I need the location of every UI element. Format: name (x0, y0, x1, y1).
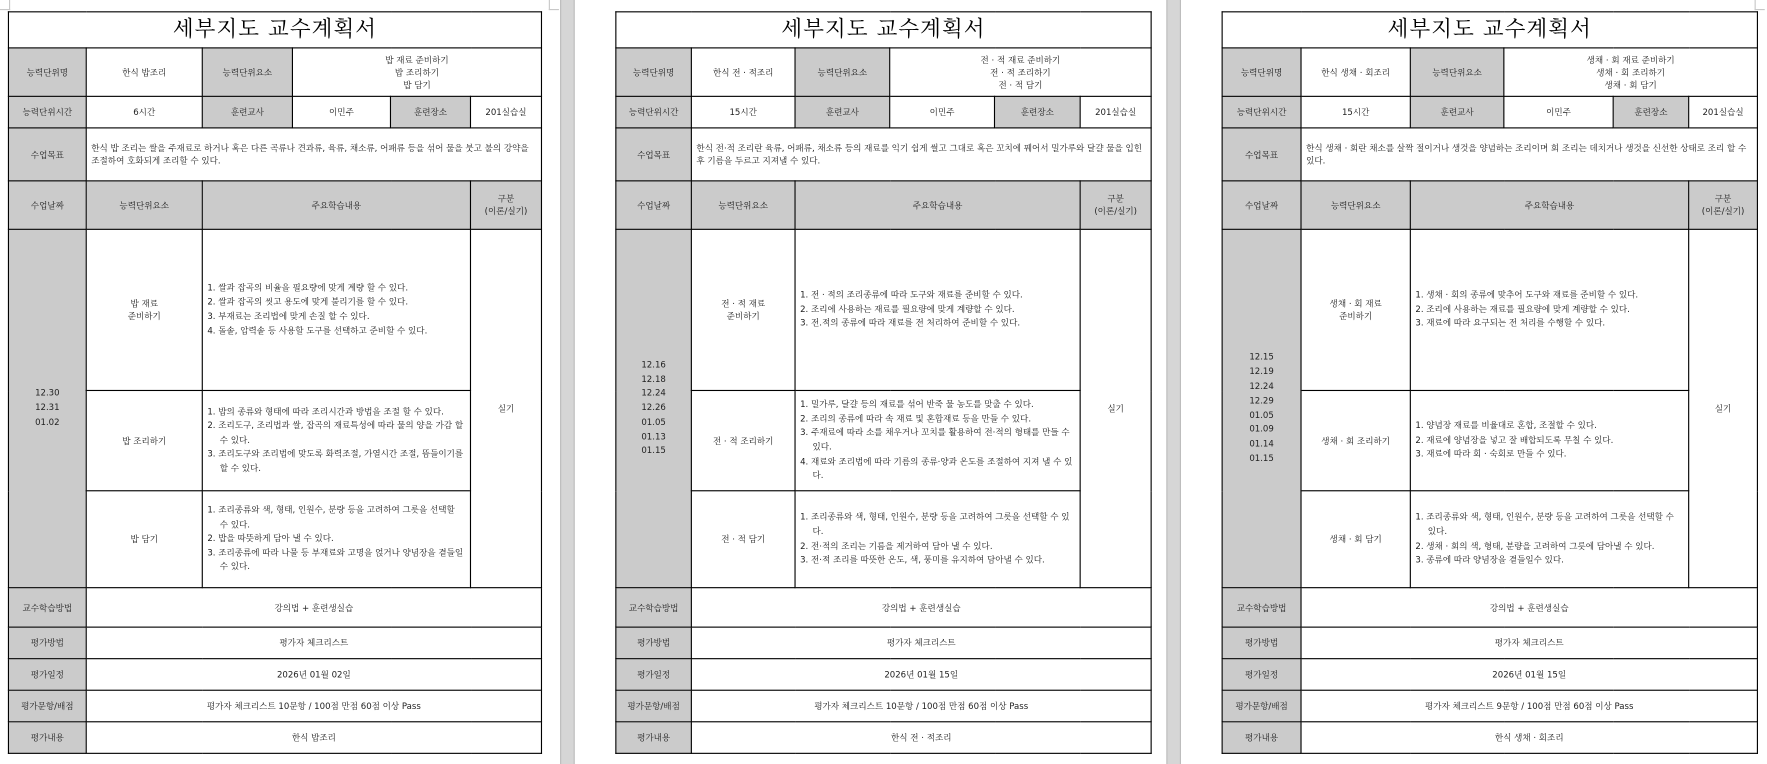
eval-method-label: 평가방법 (8, 627, 86, 659)
unit-element-item: 밥 담기 (403, 79, 431, 90)
table-row (1222, 722, 1757, 754)
lesson-dates (616, 229, 692, 587)
table-row (8, 128, 541, 181)
unit-name-label: 능력단위명 (616, 48, 692, 96)
content-header: 주요학습내용 (1410, 181, 1688, 229)
unit-element-label: 능력단위요소 (202, 48, 292, 96)
learning-content-list (800, 289, 1075, 332)
table-row (8, 588, 541, 627)
page-corner-mark (0, 0, 10, 10)
goal-value: 한식 생채 · 회란 채소를 살짝 절이거나 생것을 양념하는 조리이며 회 조리는 데치거나 생것을 신선한 상태로 조리 할 수 있다. (1301, 128, 1757, 181)
lesson-date: 01.09 (1249, 424, 1274, 435)
unit-name-label: 능력단위명 (1222, 48, 1301, 96)
table-row (1222, 390, 1757, 490)
method-value: 강의법 + 훈련생실습 (86, 588, 541, 627)
learning-content-list (207, 282, 465, 339)
eval-method-value: 평가자 체크리스트 (691, 627, 1151, 659)
learning-content-item: 1. 조리종류와 색, 형태, 인원수, 분량 등을 고려하여 그릇을 선택할 수 있다. (1415, 511, 1674, 537)
learning-content-item: 2. 전·적의 조리는 기름을 제거하여 담아 낼 수 있다. (800, 540, 993, 551)
eval-items-label: 평가문항/배점 (1222, 690, 1301, 722)
table-row (616, 96, 1151, 128)
learning-content-item: 3. 조리종류에 따라 나물 등 부재료와 고명을 얹거나 양념장을 곁들일 수 있다. (207, 547, 464, 572)
learning-content (795, 229, 1080, 390)
learning-content-list (207, 405, 465, 476)
unit-elements-value (890, 48, 1151, 96)
unit-element-item: 밥 조리하기 (394, 67, 439, 78)
table-row (1222, 491, 1757, 588)
lesson-date: 01.13 (641, 431, 666, 442)
table-row (616, 491, 1151, 588)
lesson-date: 01.15 (641, 445, 666, 456)
teacher-value: 이민주 (292, 96, 390, 128)
element-header: 능력단위요소 (86, 181, 202, 229)
lesson-plan-table (1222, 11, 1758, 754)
lesson-plan-page (1222, 11, 1757, 754)
learning-content-item: 1. 밥의 종류와 형태에 따라 조리시간과 방법을 조절 할 수 있다. (207, 406, 444, 417)
element-header: 능력단위요소 (1301, 181, 1410, 229)
teacher-value: 이민주 (1504, 96, 1613, 128)
page-corner-mark (549, 0, 559, 10)
place-label: 훈련장소 (994, 96, 1080, 128)
place-value: 201실습실 (1689, 96, 1758, 128)
content-header: 주요학습내용 (202, 181, 470, 229)
element-name: 생채 · 회 재료 준비하기 (1301, 229, 1410, 390)
learning-content-item: 3. 부재료는 조리법에 맞게 손질 할 수 있다. (207, 311, 370, 322)
date-header: 수업날짜 (8, 181, 86, 229)
lesson-type: 실기 (1689, 229, 1758, 587)
learning-content-list (1415, 289, 1683, 332)
eval-schedule-label: 평가일정 (8, 659, 86, 691)
lesson-type: 실기 (470, 229, 541, 587)
learning-content-item: 1. 조리종류와 색, 형태, 인원수, 분량 등을 고려하여 그릇을 선택할 수 있다. (207, 504, 455, 530)
type-header: 구분 (이론/실기) (1080, 181, 1151, 229)
unit-element-item: 밥 재료 준비하기 (385, 54, 449, 65)
learning-content (202, 390, 470, 490)
learning-content-list (800, 511, 1075, 568)
unit-elements-value (1504, 48, 1758, 96)
element-name: 밥 재료 준비하기 (86, 229, 202, 390)
table-row (1222, 588, 1757, 627)
unit-element-item: 생채 · 회 재료 준비하기 (1586, 54, 1675, 65)
learning-content (1410, 390, 1688, 490)
eval-content-label: 평가내용 (8, 722, 86, 754)
teacher-label: 훈련교사 (202, 96, 292, 128)
lesson-date: 12.24 (641, 387, 666, 399)
element-name: 생채 · 회 조리하기 (1301, 390, 1410, 490)
unit-name-value: 한식 생채 · 회조리 (1301, 48, 1410, 96)
table-row (1222, 690, 1757, 722)
table-row (8, 181, 541, 229)
place-value: 201실습실 (1080, 96, 1151, 128)
method-label: 교수학습방법 (1222, 588, 1301, 627)
unit-elements-value (292, 48, 541, 96)
learning-content (795, 390, 1080, 490)
place-value: 201실습실 (470, 96, 541, 128)
type-header: 구분 (이론/실기) (470, 181, 541, 229)
lesson-date: 12.15 (1249, 351, 1274, 363)
learning-content-item: 2. 조리도구, 조리법과 쌀, 잡곡의 재료특성에 따라 물의 양을 가감 할 수 있다. (207, 420, 464, 445)
lesson-date: 01.05 (1249, 409, 1274, 420)
learning-content-item: 3. 전·적 조리를 따뜻한 온도, 색, 풍미를 유지하여 담아낼 수 있다. (800, 554, 1045, 565)
unit-element-item: 전 · 적 담기 (998, 79, 1043, 90)
unit-element-item: 생채 · 회 담기 (1604, 79, 1657, 90)
unit-hours-value: 15시간 (691, 96, 795, 128)
unit-hours-value: 15시간 (1301, 96, 1410, 128)
lesson-date: 01.05 (641, 416, 666, 427)
lesson-date: 12.30 (35, 387, 60, 399)
eval-method-label: 평가방법 (616, 627, 692, 659)
learning-content (1410, 491, 1688, 588)
lesson-date: 12.18 (641, 373, 666, 384)
teacher-label: 훈련교사 (1410, 96, 1504, 128)
lesson-date: 01.14 (1249, 438, 1274, 449)
page-title: 세부지도 교수계획서 (8, 12, 541, 48)
learning-content-item: 2. 재료에 양념장을 넣고 잘 배합되도록 무칠 수 있다. (1415, 434, 1614, 445)
eval-content-label: 평가내용 (1222, 722, 1301, 754)
element-name: 전 · 적 담기 (691, 491, 795, 588)
learning-content-item: 3. 종류에 따라 양념장을 곁들일수 있다. (1415, 554, 1564, 565)
method-label: 교수학습방법 (616, 588, 692, 627)
unit-hours-value: 6시간 (86, 96, 202, 128)
unit-hours-label: 능력단위시간 (8, 96, 86, 128)
table-row (1222, 181, 1757, 229)
unit-element-item: 생채 · 회 조리하기 (1596, 67, 1666, 78)
eval-items-label: 평가문항/배점 (8, 690, 86, 722)
table-row (616, 229, 1151, 390)
eval-method-label: 평가방법 (1222, 627, 1301, 659)
table-row (1222, 627, 1757, 659)
teacher-label: 훈련교사 (795, 96, 890, 128)
learning-content-item: 3. 전.적의 종류에 따라 재료를 전 처리하여 준비할 수 있다. (800, 318, 1021, 329)
learning-content-item: 2. 조리의 종류에 따라 속 재료 및 혼합재료 등을 만들 수 있다. (800, 413, 1032, 424)
unit-name-value: 한식 밥조리 (86, 48, 202, 96)
lesson-dates (1222, 229, 1301, 587)
learning-content-list (207, 504, 465, 575)
table-row (1222, 48, 1757, 96)
table-row (616, 627, 1151, 659)
table-row (8, 390, 541, 490)
element-name: 생채 · 회 담기 (1301, 491, 1410, 588)
eval-content-value: 한식 밥조리 (86, 722, 541, 754)
eval-schedule-label: 평가일정 (616, 659, 692, 691)
lesson-plan-page (615, 11, 1150, 754)
eval-schedule-label: 평가일정 (1222, 659, 1301, 691)
learning-content-item: 3. 조리도구와 조리법에 맞도록 화력조절, 가열시간 조절, 뜸들이기를 할 수 있다. (207, 448, 464, 474)
table-row (616, 181, 1151, 229)
eval-method-value: 평가자 체크리스트 (1301, 627, 1757, 659)
learning-content-item: 2. 조리에 사용하는 재료를 필요량에 맞게 계량할 수 있다. (1415, 303, 1630, 315)
lesson-plan-page (8, 11, 541, 754)
learning-content-item: 4. 돌솥, 압력솥 등 사용할 도구를 선택하고 준비할 수 있다. (207, 325, 428, 336)
table-row (616, 390, 1151, 490)
eval-items-value: 평가자 체크리스트 9문항 / 100점 만점 60점 이상 Pass (1301, 690, 1757, 722)
table-row (616, 722, 1151, 754)
table-row (616, 659, 1151, 691)
goal-value: 한식 밥 조리는 쌀을 주재료로 하거나 혹은 다른 곡류나 견과류, 육류, 채소류, 어패류 등을 섞어 물을 붓고 불의 강약을 조절하여 호화되게 조리할 수 있다. (86, 128, 541, 181)
unit-name-label: 능력단위명 (8, 48, 86, 96)
table-row (8, 229, 541, 390)
learning-content-list (800, 398, 1075, 483)
learning-content-item: 2. 밥을 따뜻하게 담아 낼 수 있다. (207, 533, 334, 544)
learning-content-item: 1. 밀가루, 달걀 등의 재료를 섞어 반죽 물 농도를 맞출 수 있다. (800, 399, 1034, 410)
eval-content-value: 한식 전 · 적조리 (691, 722, 1151, 754)
table-row (8, 627, 541, 659)
table-row (1222, 128, 1757, 181)
learning-content-item: 2. 생채 · 회의 색, 형태, 분량을 고려하여 그릇에 담아낼 수 있다. (1415, 540, 1655, 551)
goal-label: 수업목표 (8, 128, 86, 181)
lesson-date: 01.02 (35, 416, 60, 427)
learning-content-item: 3. 재료에 따라 회 · 숙회로 만들 수 있다. (1415, 448, 1567, 459)
method-value: 강의법 + 훈련생실습 (1301, 588, 1757, 627)
table-row (616, 12, 1151, 48)
lesson-date: 12.24 (1249, 380, 1274, 391)
method-value: 강의법 + 훈련생실습 (691, 588, 1151, 627)
page-corner-mark (1755, 0, 1765, 10)
learning-content-item: 1. 양념장 재료를 비율대로 혼합, 조절할 수 있다. (1415, 420, 1597, 431)
learning-content (202, 229, 470, 390)
element-name: 밥 담기 (86, 491, 202, 588)
eval-content-label: 평가내용 (616, 722, 692, 754)
table-row (1222, 96, 1757, 128)
learning-content-item: 1. 전 · 적의 조리종류에 따라 도구와 재료를 준비할 수 있다. (800, 289, 1023, 300)
teacher-value: 이민주 (890, 96, 995, 128)
date-header: 수업날짜 (1222, 181, 1301, 229)
learning-content-item: 1. 조리종류와 색, 형태, 인원수, 분량 등을 고려하여 그릇을 선택할 수 있다. (800, 511, 1070, 537)
goal-label: 수업목표 (616, 128, 692, 181)
table-row (8, 491, 541, 588)
table-row (1222, 229, 1757, 390)
unit-element-item: 전 · 적 재료 준비하기 (980, 54, 1061, 65)
unit-element-label: 능력단위요소 (795, 48, 890, 96)
eval-schedule-value: 2026년 01월 02일 (86, 659, 541, 691)
table-row (616, 128, 1151, 181)
table-row (616, 690, 1151, 722)
place-label: 훈련장소 (390, 96, 470, 128)
eval-schedule-value: 2026년 01월 15일 (1301, 659, 1757, 691)
eval-content-value: 한식 생채 · 회조리 (1301, 722, 1757, 754)
lesson-date: 12.16 (641, 359, 666, 370)
learning-content-item: 2. 조리에 사용하는 재료를 필요량에 맞게 계량할 수 있다. (800, 303, 1015, 315)
learning-content-item: 3. 재료에 따라 요구되는 전 처리를 수행할 수 있다. (1415, 318, 1606, 329)
goal-value: 한식 전·적 조리란 육류, 어패류, 채소류 등의 재료를 익기 쉽게 썰고 그대로 혹은 꼬치에 꿰어서 밀가루와 달걀 물을 입힌 후 기름을 두르고 지져낼 수 있다. (691, 128, 1151, 181)
page-title: 세부지도 교수계획서 (616, 12, 1151, 48)
element-header: 능력단위요소 (691, 181, 795, 229)
lesson-date: 12.29 (1249, 395, 1274, 406)
element-name: 전 · 적 재료 준비하기 (691, 229, 795, 390)
goal-label: 수업목표 (1222, 128, 1301, 181)
eval-method-value: 평가자 체크리스트 (86, 627, 541, 659)
learning-content-list (1415, 511, 1683, 568)
element-name: 전 · 적 조리하기 (691, 390, 795, 490)
lesson-date: 12.26 (641, 402, 666, 413)
unit-name-value: 한식 전 · 적조리 (691, 48, 795, 96)
learning-content-list (1415, 419, 1683, 462)
learning-content (1410, 229, 1688, 390)
lesson-plan-table (8, 11, 542, 754)
unit-element-item: 전 · 적 조리하기 (990, 67, 1051, 78)
table-row (8, 690, 541, 722)
learning-content-item: 3. 주재료에 따라 소를 채우거나 꼬치를 활용하여 전·적의 형태를 만들 수 있다. (800, 427, 1070, 452)
table-row (8, 96, 541, 128)
unit-element-label: 능력단위요소 (1410, 48, 1504, 96)
page-gap-scrollbar[interactable] (1166, 0, 1181, 764)
learning-content (202, 491, 470, 588)
lesson-date: 01.15 (1249, 452, 1274, 464)
eval-items-label: 평가문항/배점 (616, 690, 692, 722)
lesson-dates (8, 229, 86, 587)
table-row (1222, 12, 1757, 48)
eval-schedule-value: 2026년 01월 15일 (691, 659, 1151, 691)
table-row (8, 12, 541, 48)
table-row (8, 722, 541, 754)
method-label: 교수학습방법 (8, 588, 86, 627)
content-header: 주요학습내용 (795, 181, 1080, 229)
unit-hours-label: 능력단위시간 (1222, 96, 1301, 128)
table-row (616, 48, 1151, 96)
learning-content-item: 1. 생채 · 회의 종류에 맞추어 도구와 재료를 준비할 수 있다. (1415, 289, 1639, 300)
learning-content-item: 4. 재료와 조리법에 따라 기름의 종류·양과 온도를 조절하여 지져 낼 수 있다. (800, 455, 1073, 481)
unit-hours-label: 능력단위시간 (616, 96, 692, 128)
lesson-plan-table (615, 11, 1151, 754)
eval-items-value: 평가자 체크리스트 10문항 / 100점 만점 60점 이상 Pass (86, 690, 541, 722)
eval-items-value: 평가자 체크리스트 10문항 / 100점 만점 60점 이상 Pass (691, 690, 1151, 722)
page-gap-scrollbar[interactable] (560, 0, 575, 764)
place-label: 훈련장소 (1613, 96, 1689, 128)
learning-content (795, 491, 1080, 588)
date-header: 수업날짜 (616, 181, 692, 229)
element-name: 밥 조리하기 (86, 390, 202, 490)
learning-content-item: 2. 쌀과 잡곡의 씻고 용도에 맞게 불리기를 할 수 있다. (207, 296, 409, 307)
lesson-type: 실기 (1080, 229, 1151, 587)
table-row (1222, 659, 1757, 691)
lesson-date: 12.31 (35, 402, 60, 413)
table-row (616, 588, 1151, 627)
table-row (8, 48, 541, 96)
page-title: 세부지도 교수계획서 (1222, 12, 1757, 48)
lesson-date: 12.19 (1249, 366, 1274, 377)
table-row (8, 659, 541, 691)
learning-content-item: 1. 쌀과 잡곡의 비율을 필요량에 맞게 계량 할 수 있다. (207, 282, 409, 293)
type-header: 구분 (이론/실기) (1689, 181, 1758, 229)
